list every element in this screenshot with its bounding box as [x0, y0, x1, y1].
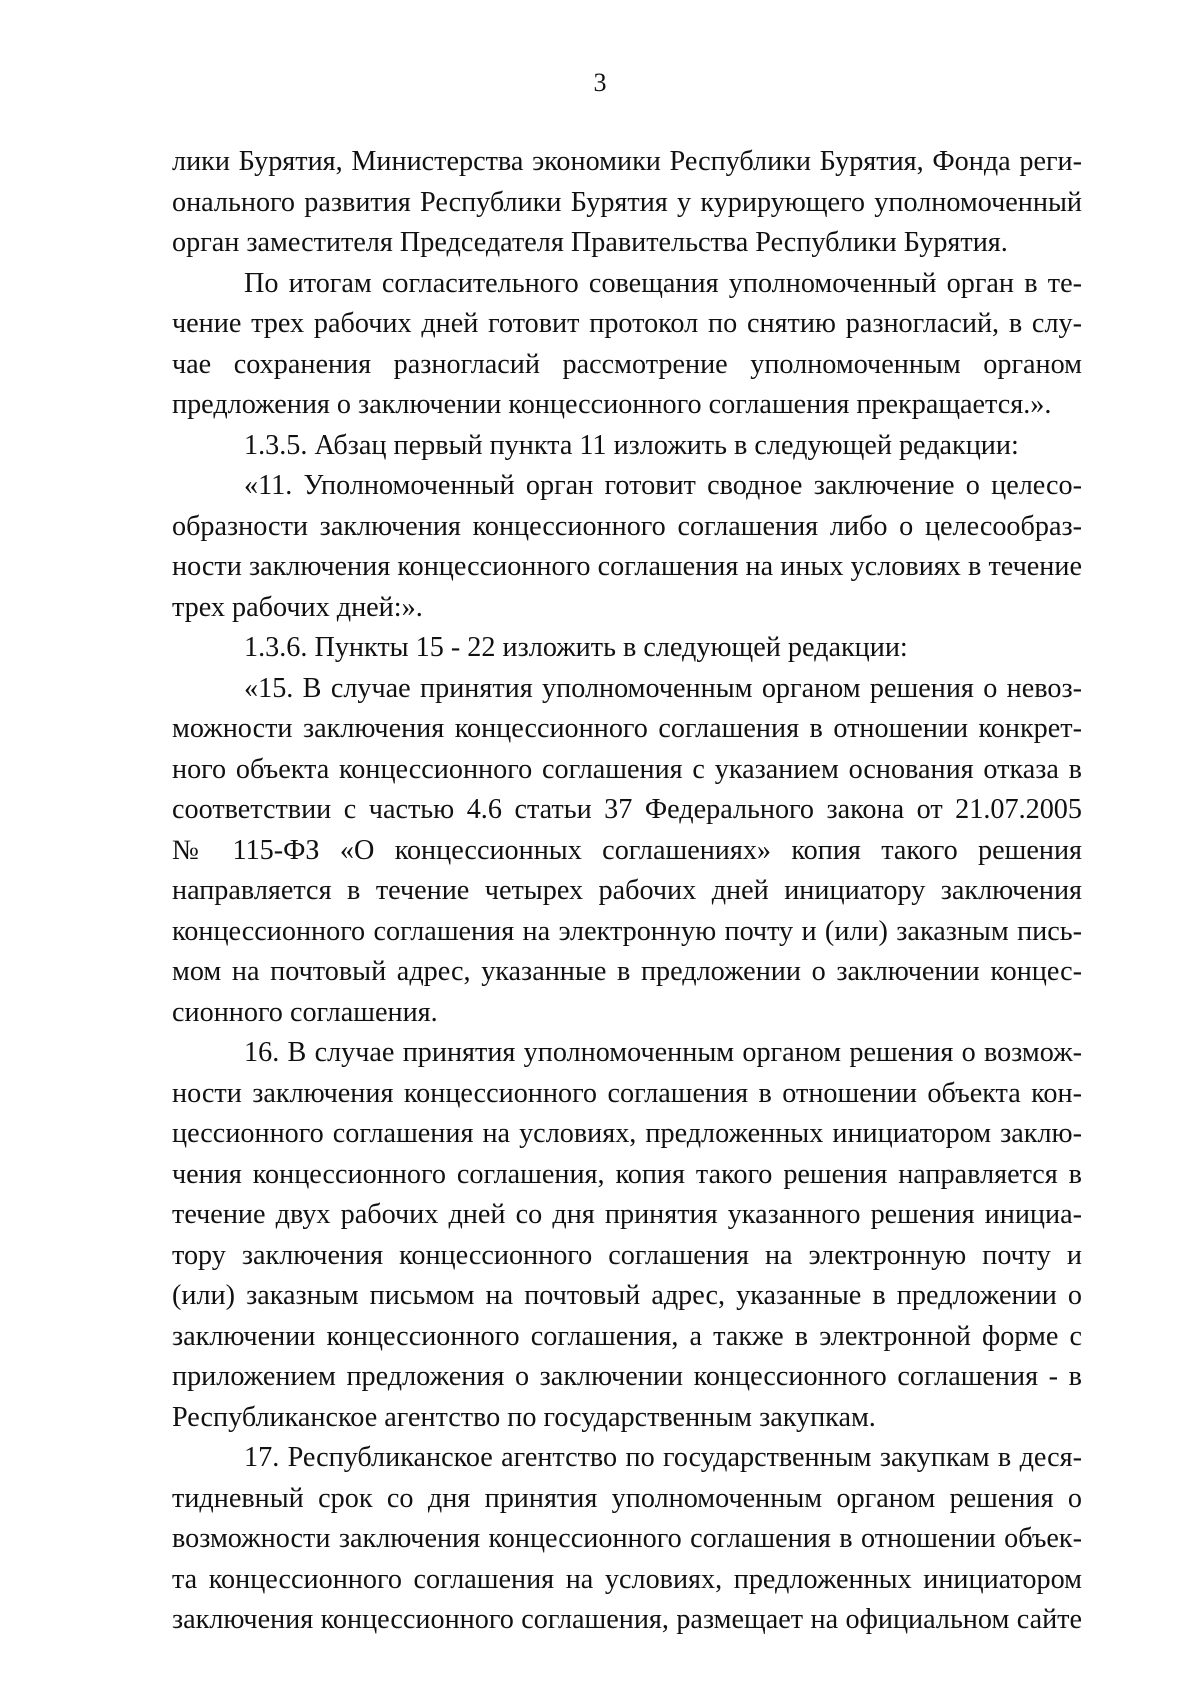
text-line: ного объекта концессионного соглашения с указанием основания отказа в: [172, 753, 1082, 785]
text-line: Республиканское агентство по государственным закупкам.: [172, 1401, 876, 1433]
text-line: ности заключения концессионного соглашения в отношении объекта кон-: [172, 1077, 1082, 1109]
text-line: № 115-ФЗ «О концессионных соглашениях» копия такого решения: [172, 834, 1082, 866]
text-line: сионного соглашения.: [172, 996, 438, 1028]
text-line: предложения о заключении концессионного соглашения прекращается.».: [172, 389, 1052, 420]
text-line: цессионного соглашения на условиях, предложенных инициатором заклю-: [172, 1118, 1082, 1149]
text-line: 1.3.5. Абзац первый пункта 11 изложить в следующей редакции:: [244, 429, 1019, 461]
text-line: можности заключения концессионного соглашения в отношении конкрет-: [172, 713, 1082, 744]
text-line: 17. Республиканское агентство по государственным закупкам в деся-: [244, 1442, 1082, 1473]
text-line: 1.3.6. Пункты 15 - 22 изложить в следующей редакции:: [244, 632, 908, 663]
text-line: концессионного соглашения на электронную почту и (или) заказным пись-: [172, 915, 1082, 947]
text-line: «15. В случае принятия уполномоченным органом решения о невоз-: [244, 672, 1082, 704]
text-line: приложением предложения о заключении концессионного соглашения - в: [172, 1361, 1082, 1392]
text-line: чае сохранения разногласий рассмотрение уполномоченным органом: [172, 348, 1082, 380]
text-line: та концессионного соглашения на условиях, предложенных инициатором: [172, 1563, 1082, 1595]
text-line: «11. Уполномоченный орган готовит сводное заключение о целесо-: [244, 470, 1082, 501]
document-body-text: [172, 142, 1082, 1641]
page-number: 3: [593, 68, 607, 97]
text-line: направляется в течение четырех рабочих дней инициатору заключения: [172, 875, 1082, 906]
text-line: ности заключения концессионного соглашения на иных условиях в течение: [172, 551, 1082, 582]
text-line: тидневный срок со дня принятия уполномоченным органом решения о: [172, 1482, 1082, 1514]
text-line: заключения концессионного соглашения, размещает на официальном сайте: [172, 1604, 1082, 1635]
text-line: заключении концессионного соглашения, а также в электронной форме с: [172, 1320, 1082, 1352]
text-line: трех рабочих дней:».: [172, 591, 423, 623]
text-line: орган заместителя Председателя Правительства Республики Бурятия.: [172, 227, 1008, 258]
text-line: (или) заказным письмом на почтовый адрес, указанные в предложении о: [172, 1280, 1082, 1311]
text-line: лики Бурятия, Министерства экономики Республики Бурятия, Фонда реги-: [172, 146, 1082, 177]
text-line: соответствии с частью 4.6 статьи 37 Федерального закона от 21.07.2005: [172, 794, 1082, 825]
text-line: образности заключения концессионного соглашения либо о целесообраз-: [172, 510, 1082, 542]
text-line: чение трех рабочих дней готовит протокол по снятию разногласий, в слу-: [172, 308, 1082, 339]
text-line: 16. В случае принятия уполномоченным органом решения о возмож-: [244, 1037, 1082, 1068]
text-line: По итогам согласительного совещания уполномоченный орган в те-: [244, 267, 1082, 299]
text-line: мом на почтовый адрес, указанные в предложении о заключении концес-: [172, 956, 1082, 987]
text-line: чения концессионного соглашения, копия такого решения направляется в: [172, 1158, 1082, 1190]
text-line: течение двух рабочих дней со дня принятия указанного решения инициа-: [172, 1199, 1082, 1230]
text-line: тору заключения концессионного соглашения на электронную почту и: [172, 1239, 1082, 1271]
text-line: онального развития Республики Бурятия у курирующего уполномоченный: [172, 186, 1082, 218]
text-line: возможности заключения концессионного соглашения в отношении объек-: [172, 1523, 1082, 1554]
